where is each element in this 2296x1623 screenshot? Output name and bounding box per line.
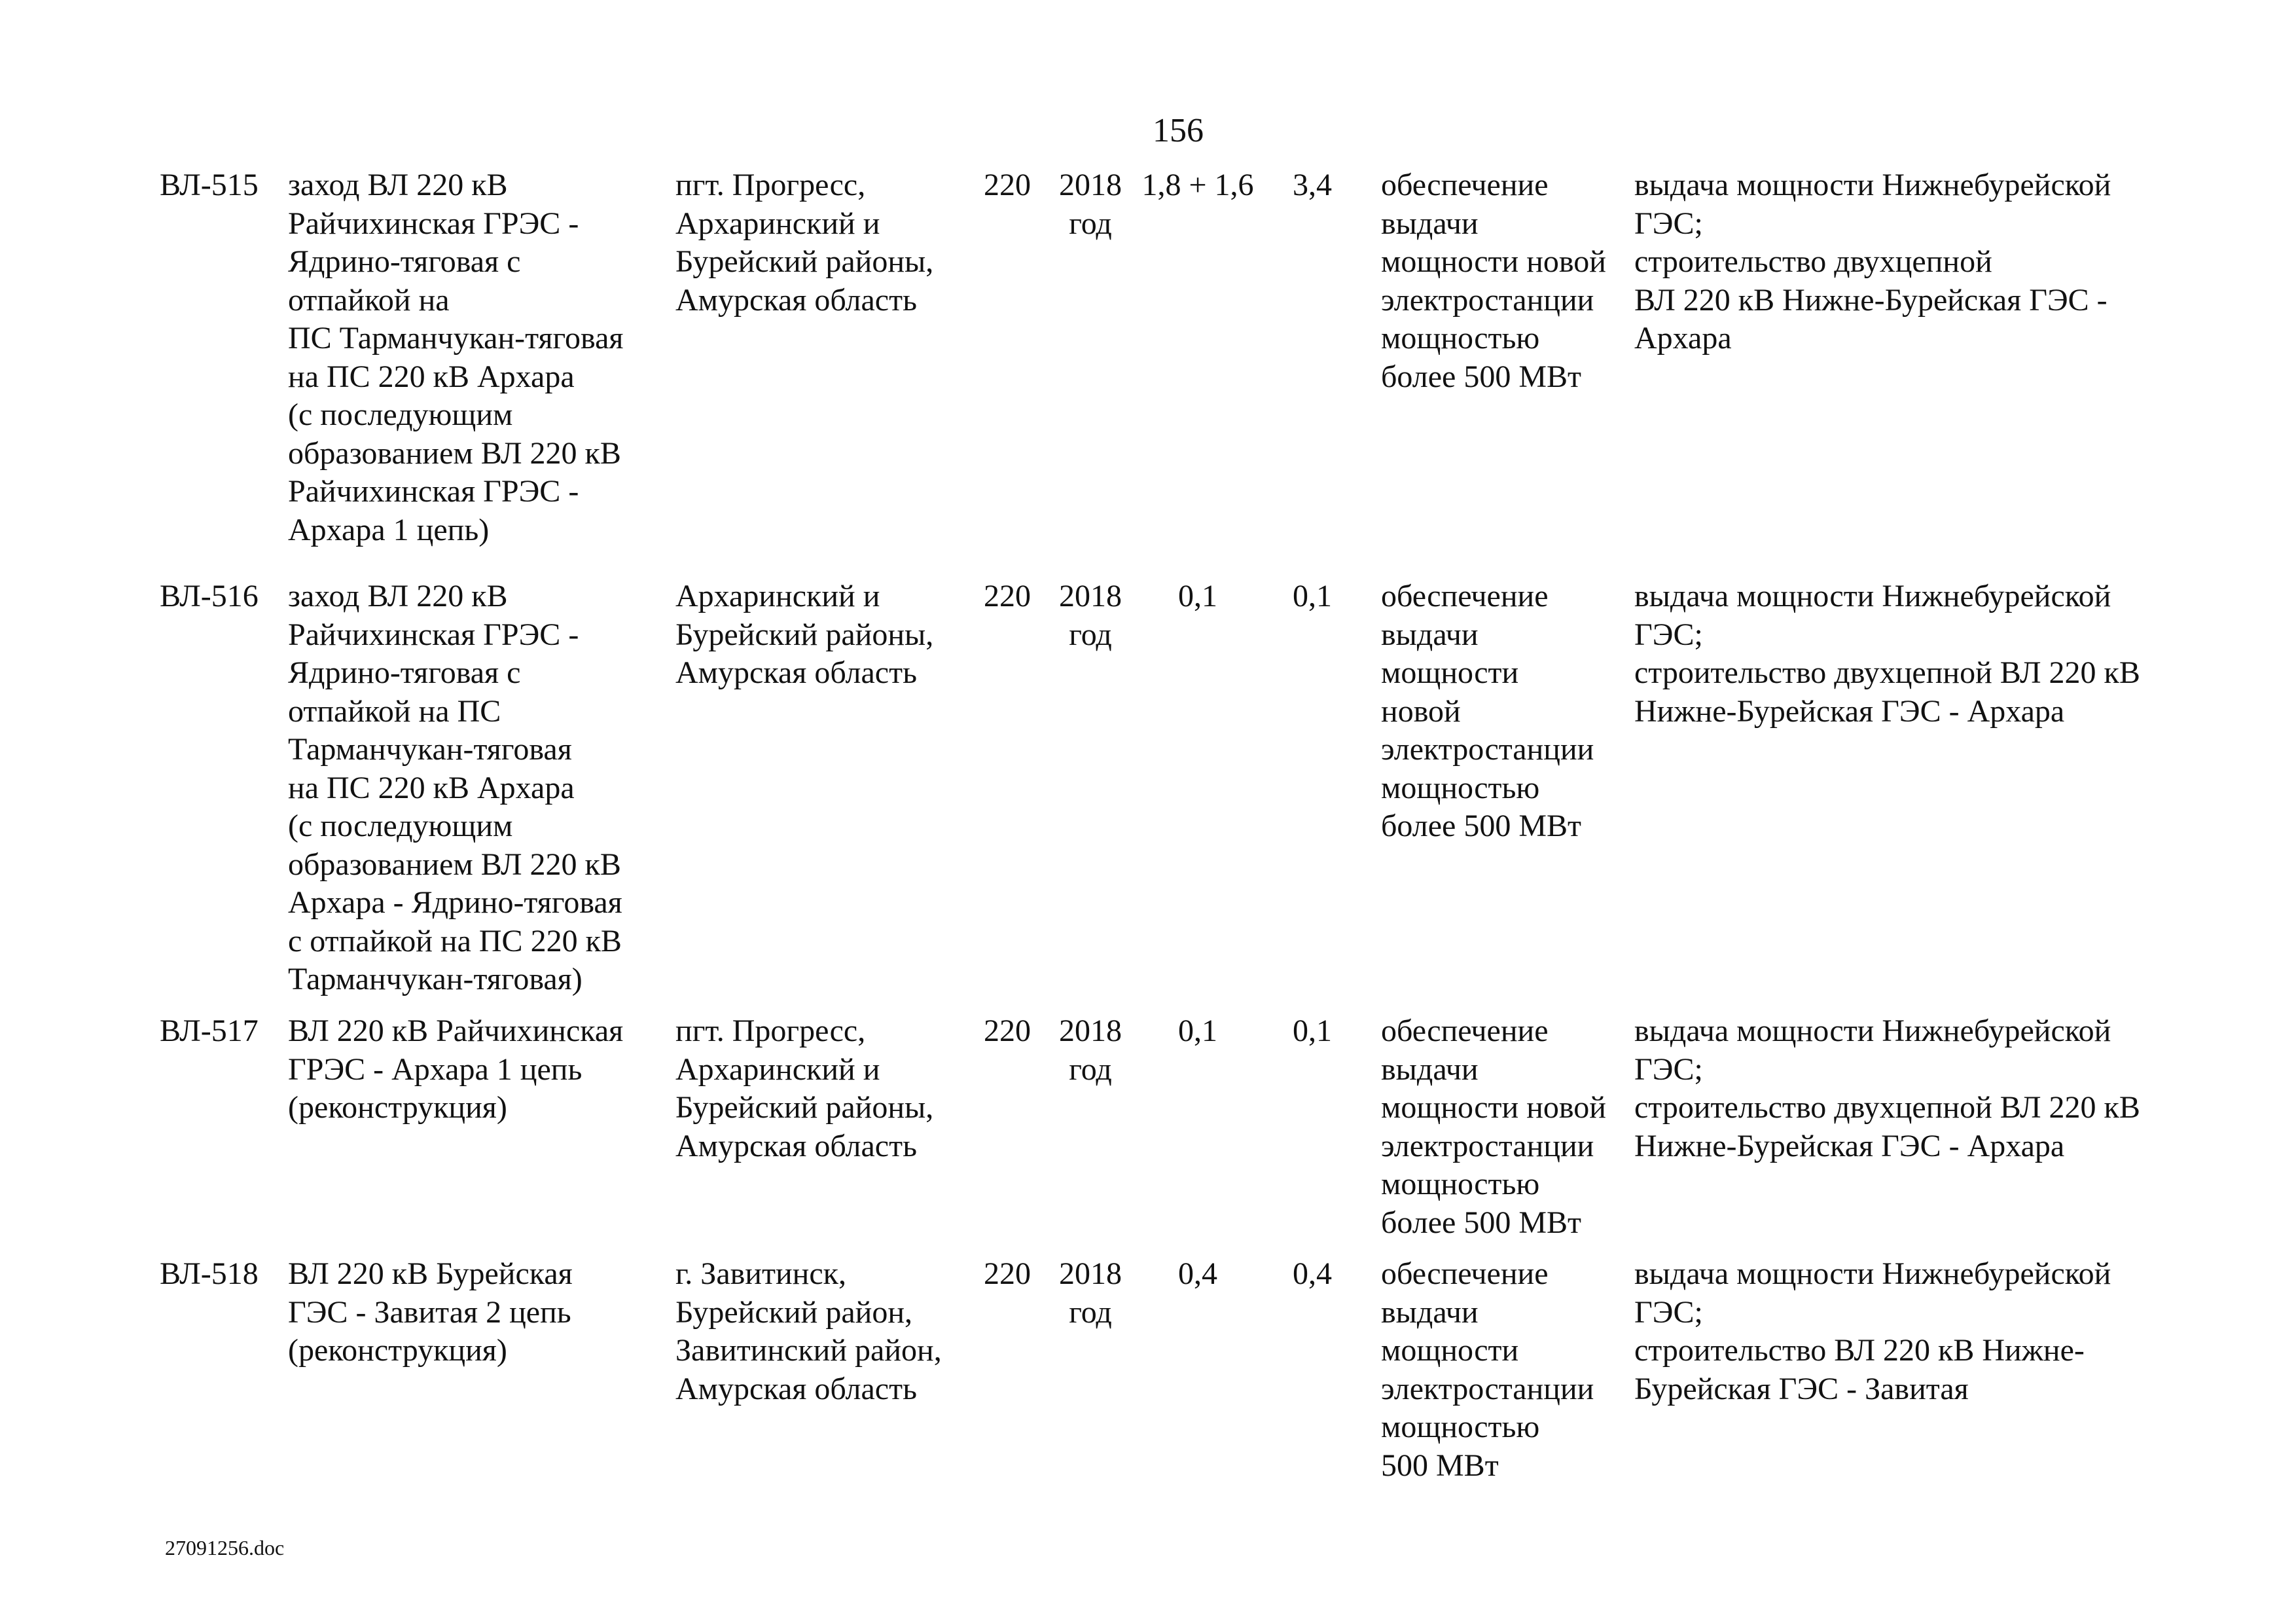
row-location-line: Бурейский район, bbox=[675, 1294, 913, 1330]
row-name-line: на ПС 220 кВ Архара bbox=[288, 770, 575, 805]
row-purpose-line: электростанции bbox=[1381, 282, 1594, 318]
row-note-line: строительство двухцепной bbox=[1634, 244, 1992, 279]
row-location-line: Бурейский районы, bbox=[675, 244, 934, 279]
row-note-line: Архара bbox=[1634, 321, 1732, 356]
row-location bbox=[675, 1012, 933, 1165]
row-purpose-line: обеспечение bbox=[1381, 1256, 1549, 1291]
row-purpose-line: выдачи bbox=[1381, 206, 1479, 241]
row-name-line: отпайкой на ПС bbox=[288, 693, 501, 729]
row-year-line: год bbox=[1069, 1051, 1112, 1087]
row-year-line: год bbox=[1069, 1294, 1112, 1330]
row-location-line: Архаринский и bbox=[675, 579, 880, 613]
row-year-line: 2018 bbox=[1059, 168, 1122, 202]
row-name-line: на ПС 220 кВ Архара bbox=[288, 359, 575, 394]
row-year-line: 2018 bbox=[1059, 1013, 1122, 1048]
row-purpose-line: мощности новой bbox=[1381, 1090, 1606, 1125]
row-purpose-line: обеспечение bbox=[1381, 1013, 1549, 1048]
row-note-line: ВЛ 220 кВ Нижне-Бурейская ГЭС - bbox=[1634, 282, 2108, 318]
row-location-line: Амурская область bbox=[675, 1371, 917, 1406]
row-name bbox=[288, 1255, 573, 1370]
row-year-line: 2018 bbox=[1059, 1256, 1122, 1291]
row-name-line: заход ВЛ 220 кВ bbox=[288, 579, 508, 613]
row-id: ВЛ-516 bbox=[160, 579, 259, 613]
row-name-line: (с последующим bbox=[288, 809, 513, 843]
row-purpose-line: обеспечение bbox=[1381, 168, 1549, 202]
row-note-line: ГЭС; bbox=[1634, 1051, 1703, 1087]
row-location-line: г. Завитинск, bbox=[675, 1256, 846, 1291]
row-location bbox=[675, 166, 933, 319]
row-name-line: Тарманчукан-тяговая) bbox=[288, 962, 583, 996]
row-location-line: пгт. Прогресс, bbox=[675, 1013, 866, 1048]
row-name-line: образованием ВЛ 220 кВ bbox=[288, 847, 621, 882]
row-purpose bbox=[1381, 1012, 1606, 1242]
row-name-line: ВЛ 220 кВ Райчихинская bbox=[288, 1013, 624, 1048]
row-note-line: выдача мощности Нижнебурейской bbox=[1634, 579, 2111, 613]
row-name-line: ГЭС - Завитая 2 цепь bbox=[288, 1294, 571, 1330]
row-note bbox=[1634, 166, 2111, 358]
row-location bbox=[675, 577, 933, 693]
row-year bbox=[1047, 1255, 1134, 1332]
row-year-line: год bbox=[1069, 617, 1112, 652]
row-name-line: образованием ВЛ 220 кВ bbox=[288, 435, 621, 471]
row-name-line: ВЛ 220 кВ Бурейская bbox=[288, 1256, 573, 1291]
row-purpose bbox=[1381, 1255, 1594, 1485]
row-total: 0,1 bbox=[1293, 1013, 1332, 1048]
row-note-line: ГЭС; bbox=[1634, 206, 1703, 241]
row-note bbox=[1634, 1012, 2140, 1165]
row-name-line: (с последующим bbox=[288, 397, 513, 432]
row-purpose-line: выдачи bbox=[1381, 1294, 1479, 1330]
page-number: 156 bbox=[1153, 112, 1204, 149]
row-name bbox=[288, 1012, 623, 1127]
row-note bbox=[1634, 1255, 2111, 1408]
row-total: 3,4 bbox=[1293, 168, 1332, 202]
row-purpose-line: более 500 МВт bbox=[1381, 359, 1582, 394]
row-name-line: заход ВЛ 220 кВ bbox=[288, 168, 508, 202]
row-note-line: ГЭС; bbox=[1634, 1294, 1703, 1330]
row-id: ВЛ-518 bbox=[160, 1256, 259, 1291]
row-name-line: с отпайкой на ПС 220 кВ bbox=[288, 923, 622, 958]
row-purpose-line: мощности bbox=[1381, 1333, 1519, 1368]
row-note-line: выдача мощности Нижнебурейской bbox=[1634, 1013, 2111, 1048]
row-note-line: Нижне-Бурейская ГЭС - Архара bbox=[1634, 1128, 2065, 1163]
row-name-line: ГРЭС - Архара 1 цепь bbox=[288, 1051, 583, 1087]
row-note-line: Нижне-Бурейская ГЭС - Архара bbox=[1634, 693, 2065, 729]
row-voltage: 220 bbox=[984, 1256, 1031, 1291]
row-name-line: (реконструкция) bbox=[288, 1333, 507, 1368]
row-year-line: 2018 bbox=[1059, 579, 1122, 613]
row-name-line: Райчихинская ГРЭС - bbox=[288, 474, 579, 509]
row-purpose-line: мощности новой bbox=[1381, 244, 1606, 279]
row-purpose-line: новой bbox=[1381, 693, 1461, 729]
row-location-line: Амурская область bbox=[675, 1128, 917, 1163]
row-length: 1,8 + 1,6 bbox=[1141, 168, 1254, 202]
row-total: 0,1 bbox=[1293, 579, 1332, 613]
row-purpose-line: мощностью bbox=[1381, 770, 1540, 805]
row-length: 0,1 bbox=[1178, 1013, 1217, 1048]
row-purpose-line: выдачи bbox=[1381, 617, 1479, 652]
row-note-line: выдача мощности Нижнебурейской bbox=[1634, 1256, 2111, 1291]
row-note-line: выдача мощности Нижнебурейской bbox=[1634, 168, 2111, 202]
row-year-line: год bbox=[1069, 206, 1112, 241]
row-name-line: отпайкой на bbox=[288, 282, 450, 318]
row-length: 0,4 bbox=[1178, 1256, 1217, 1291]
row-name bbox=[288, 577, 622, 999]
row-name-line: Райчихинская ГРЭС - bbox=[288, 617, 579, 652]
row-name-line: Райчихинская ГРЭС - bbox=[288, 206, 579, 241]
row-purpose-line: более 500 МВт bbox=[1381, 809, 1582, 843]
row-year bbox=[1047, 166, 1134, 243]
row-purpose-line: более 500 МВт bbox=[1381, 1205, 1582, 1240]
row-name-line: (реконструкция) bbox=[288, 1090, 507, 1125]
row-purpose bbox=[1381, 166, 1606, 396]
row-note-line: Бурейская ГЭС - Завитая bbox=[1634, 1371, 1969, 1406]
row-location-line: Амурская область bbox=[675, 655, 917, 690]
row-id: ВЛ-517 bbox=[160, 1013, 259, 1048]
row-location-line: Бурейский районы, bbox=[675, 617, 934, 652]
row-id: ВЛ-515 bbox=[160, 168, 259, 202]
row-location-line: Завитинский район, bbox=[675, 1333, 942, 1368]
row-voltage: 220 bbox=[984, 168, 1031, 202]
row-total: 0,4 bbox=[1293, 1256, 1332, 1291]
row-note-line: ГЭС; bbox=[1634, 617, 1703, 652]
footer-filename: 27091256.doc bbox=[165, 1536, 285, 1559]
row-name-line: Архара - Ядрино-тяговая bbox=[288, 885, 622, 920]
row-purpose bbox=[1381, 577, 1594, 846]
row-voltage: 220 bbox=[984, 579, 1031, 613]
row-length: 0,1 bbox=[1178, 579, 1217, 613]
row-location-line: Архаринский и bbox=[675, 1051, 880, 1087]
row-year bbox=[1047, 577, 1134, 654]
row-purpose-line: мощностью bbox=[1381, 1167, 1540, 1201]
row-location-line: Бурейский районы, bbox=[675, 1090, 934, 1125]
row-purpose-line: мощности bbox=[1381, 655, 1519, 690]
row-name-line: Тарманчукан-тяговая bbox=[288, 732, 572, 767]
row-location bbox=[675, 1255, 942, 1408]
row-purpose-line: 500 МВт bbox=[1381, 1448, 1499, 1483]
row-year bbox=[1047, 1012, 1134, 1089]
row-voltage: 220 bbox=[984, 1013, 1031, 1048]
row-purpose-line: мощностью bbox=[1381, 1410, 1540, 1444]
row-location-line: пгт. Прогресс, bbox=[675, 168, 866, 202]
row-name-line: Ядрино-тяговая с bbox=[288, 244, 521, 279]
row-purpose-line: выдачи bbox=[1381, 1051, 1479, 1087]
row-note bbox=[1634, 577, 2140, 731]
row-name-line: ПС Тарманчукан-тяговая bbox=[288, 321, 624, 356]
row-name bbox=[288, 166, 623, 549]
row-name-line: Архара 1 цепь) bbox=[288, 512, 490, 547]
row-name-line: Ядрино-тяговая с bbox=[288, 655, 521, 690]
row-purpose-line: обеспечение bbox=[1381, 579, 1549, 613]
row-purpose-line: электростанции bbox=[1381, 1371, 1594, 1406]
row-note-line: строительство ВЛ 220 кВ Нижне- bbox=[1634, 1333, 2085, 1368]
row-purpose-line: электростанции bbox=[1381, 1128, 1594, 1163]
row-location-line: Амурская область bbox=[675, 282, 917, 318]
row-note-line: строительство двухцепной ВЛ 220 кВ bbox=[1634, 655, 2140, 690]
row-note-line: строительство двухцепной ВЛ 220 кВ bbox=[1634, 1090, 2140, 1125]
row-location-line: Архаринский и bbox=[675, 206, 880, 241]
row-purpose-line: мощностью bbox=[1381, 321, 1540, 356]
row-purpose-line: электростанции bbox=[1381, 732, 1594, 767]
